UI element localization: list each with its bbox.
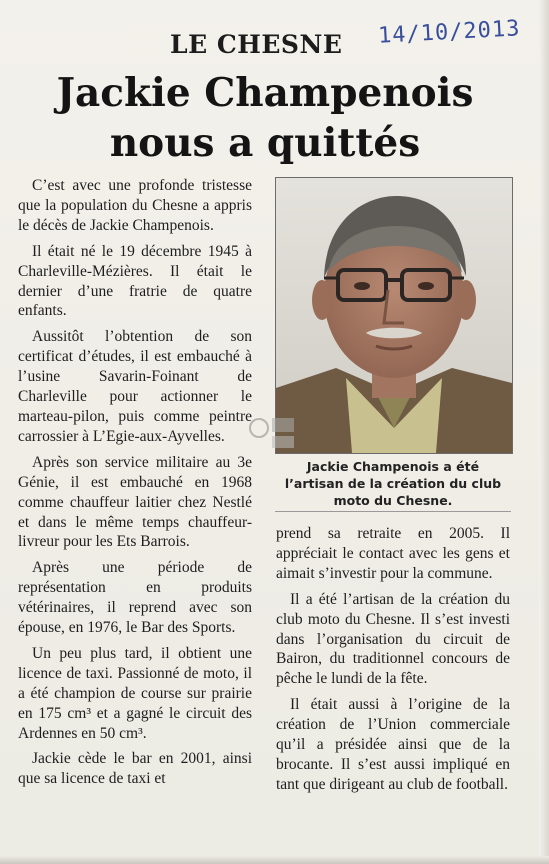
paragraph-retirement: prend sa retraite en 2005. Il appréciait le contact avec les gens et aimait s’investir pour la commune. — [276, 525, 510, 582]
article-column-right — [276, 524, 510, 801]
caption-divider — [275, 511, 511, 512]
scanner-watermark-icon — [247, 414, 299, 452]
portrait-illustration — [276, 178, 512, 453]
paragraph-retire-start: Jackie cède le bar en 2001, ainsi que sa licence de taxi et — [18, 750, 252, 788]
photo-caption: Jackie Champenois a été l’artisan de la création du club moto du Chesne. — [284, 459, 502, 508]
paragraph-taxi-moto: Un peu plus tard, il obtient une licence de taxi. Passionné de moto, il a été champion de course sur prairie en 175 cm³ et a gagné le circuit des Ardennes en 50 cm³. — [18, 644, 252, 742]
article-column-left — [18, 176, 252, 795]
section-kicker: LE CHESNE — [170, 30, 343, 59]
paragraph-union: Il était aussi à l’origine de la création de l’Union commerciale qu’il a présidée ainsi que de la brocante. Il s’est aussi impliqué en tant que dirigeant au club de football. — [276, 696, 510, 793]
paper-edge-right — [539, 0, 549, 864]
paragraph-first-job: Aussitôt l’obtention de son certificat d’études, il est embauché à l’usine Savarin-Foinant de Charleville pour actionner le marteau-pilon, puis comme peintre carrossier à L’Egie-aux-Ayvelles. — [18, 328, 252, 445]
paragraph-intro: C’est avec une profonde tristesse que la population du Chesne a appris le décès de Jackie Champenois. — [18, 177, 252, 234]
paragraph-military: Après son service militaire au 3e Génie, il est embauché en 1968 comme chauffeur laitier chez Nestlé et dans le même temps chauffeur-livreur pour les Ets Barrois. — [18, 453, 252, 551]
paper-edge-bottom — [0, 856, 549, 864]
portrait-photo — [275, 177, 513, 454]
paragraph-club-moto: Il a été l’artisan de la création du club moto du Chesne. Il s’est investi dans l’organisation du circuit de Bairon, du traditionnel concours de pêche le lundi de la fête. — [276, 590, 510, 688]
paragraph-birth: Il était né le 19 décembre 1945 à Charleville-Mézières. Il était le dernier d’une fratrie de quatre enfants. — [18, 242, 252, 320]
headline-line-2: nous a quittés — [109, 120, 421, 166]
handwritten-date: 14/10/2013 — [377, 16, 522, 49]
paragraph-bar: Après une période de représentation en produits vétérinaires, il reprend avec son épouse, en 1976, le Bar des Sports. — [18, 559, 252, 637]
headline-line-1: Jackie Champenois — [56, 70, 474, 116]
